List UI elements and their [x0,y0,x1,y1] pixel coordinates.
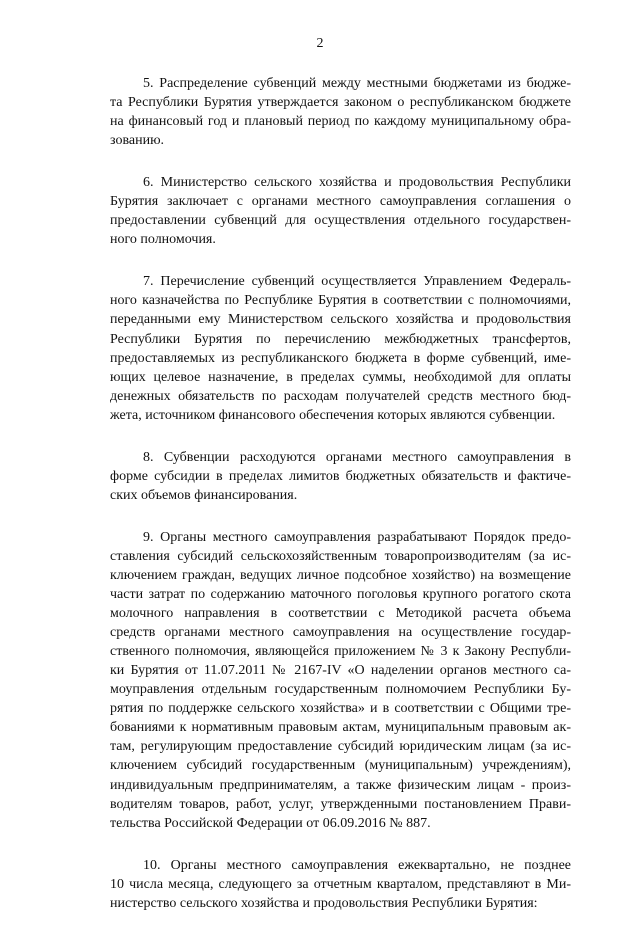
text-line: 6. Министерство сельского хозяйства и продовольствия Республики [143,175,571,191]
text-line: форме субсидии в пределах лимитов бюджетных обязательств и фактиче- [110,468,571,484]
text-line: ставления субсидий сельскохозяйственным товаропроизводителям (за ис- [110,548,571,564]
text-line: ключением граждан, ведущих личное подсобное хозяйство) на возмещение [110,567,571,583]
text-line: 9. Органы местного самоуправления разрабатывают Порядок предо- [143,529,571,545]
paragraph-6 [110,173,571,249]
text-line: на финансовый год и плановый период по каждому муниципальному обра- [110,114,571,130]
text-line: 10. Органы местного самоуправления ежеквартально, не позднее [143,857,571,873]
text-line: индивидуальным предпринимателям, а также физическим лицам - произ- [110,777,571,793]
paragraph-9 [110,528,571,833]
text-line: 10 числа месяца, следующего за отчетным кварталом, представляют в Ми- [110,876,571,892]
text-line: ключением субсидий государственным (муниципальным) учреждениям), [110,758,571,774]
text-line: ских объемов финансирования. [110,487,298,503]
text-line: та Республики Бурятия утверждается законом о республиканском бюджете [110,95,571,111]
text-line: там, регулирующим предоставление субсидий юридическим лицам (за ис- [110,739,571,755]
text-line: ки Бурятия от 11.07.2011 № 2167-IV «О наделении органов местного са- [110,663,571,679]
text-line: тельства Российской Федерации от 06.09.2016 № 887. [110,815,431,831]
text-line: переданными ему Министерством сельского хозяйства и продовольствия [110,312,571,328]
text-line: молочного направления в соответствии с Методикой расчета объема [110,606,571,622]
text-line: рятия по поддержке сельского хозяйства» и в соответствии с Общими тре- [110,701,571,717]
text-line: денежных обязательств по расходам получателей средств местного бюд- [110,388,571,404]
text-line: моуправления отдельным государственным полномочием Республики Бу- [110,682,571,698]
text-line: Республики Бурятия по перечислению межбюджетных трансфертов, [110,331,571,347]
text-line: зованию. [110,133,165,149]
text-line: предоставляемых из республиканского бюджета в форме субвенций, име- [110,350,571,366]
text-line: водителям товаров, работ, услуг, утвержденными постановлением Прави- [110,796,571,812]
text-line: 7. Перечисление субвенций осуществляется Управлением Федераль- [143,274,571,290]
paragraph-7 [110,272,571,424]
text-line: жета, источником финансового обеспечения которых являются субвенции. [110,407,556,423]
text-line: части затрат по содержанию маточного поголовья крупного рогатого скота [110,587,571,603]
paragraph-10 [110,856,571,913]
text-line: 5. Распределение субвенций между местными бюджетами из бюдже- [143,76,571,91]
text-line: ющих целевое назначение, в пределах суммы, необходимой для оплаты [110,369,571,385]
paragraph-5 [110,74,571,150]
text-line: ного полномочия. [110,232,216,248]
text-line: предоставлении субвенций для осуществления отдельного государствен- [110,213,571,229]
text-line: средств органами местного самоуправления на осуществление государ- [110,625,571,641]
text-line: ственного полномочия, являющейся приложением № 3 к Закону Республи- [110,644,571,660]
text-line: Бурятия заключает с органами местного самоуправления соглашения о [110,194,571,210]
paragraph-8 [110,448,571,505]
text-line: нистерство сельского хозяйства и продовольствия Республики Бурятия: [110,895,538,911]
text-line: ного казначейства по Республике Бурятия в соответствии с полномочиями, [110,293,571,309]
document-body [110,74,571,936]
text-line: 8. Субвенции расходуются органами местного самоуправления в [143,449,571,465]
page-number: 2 [316,36,324,51]
text-line: бованиями к нормативным правовым актам, муниципальным правовым ак- [110,720,571,736]
